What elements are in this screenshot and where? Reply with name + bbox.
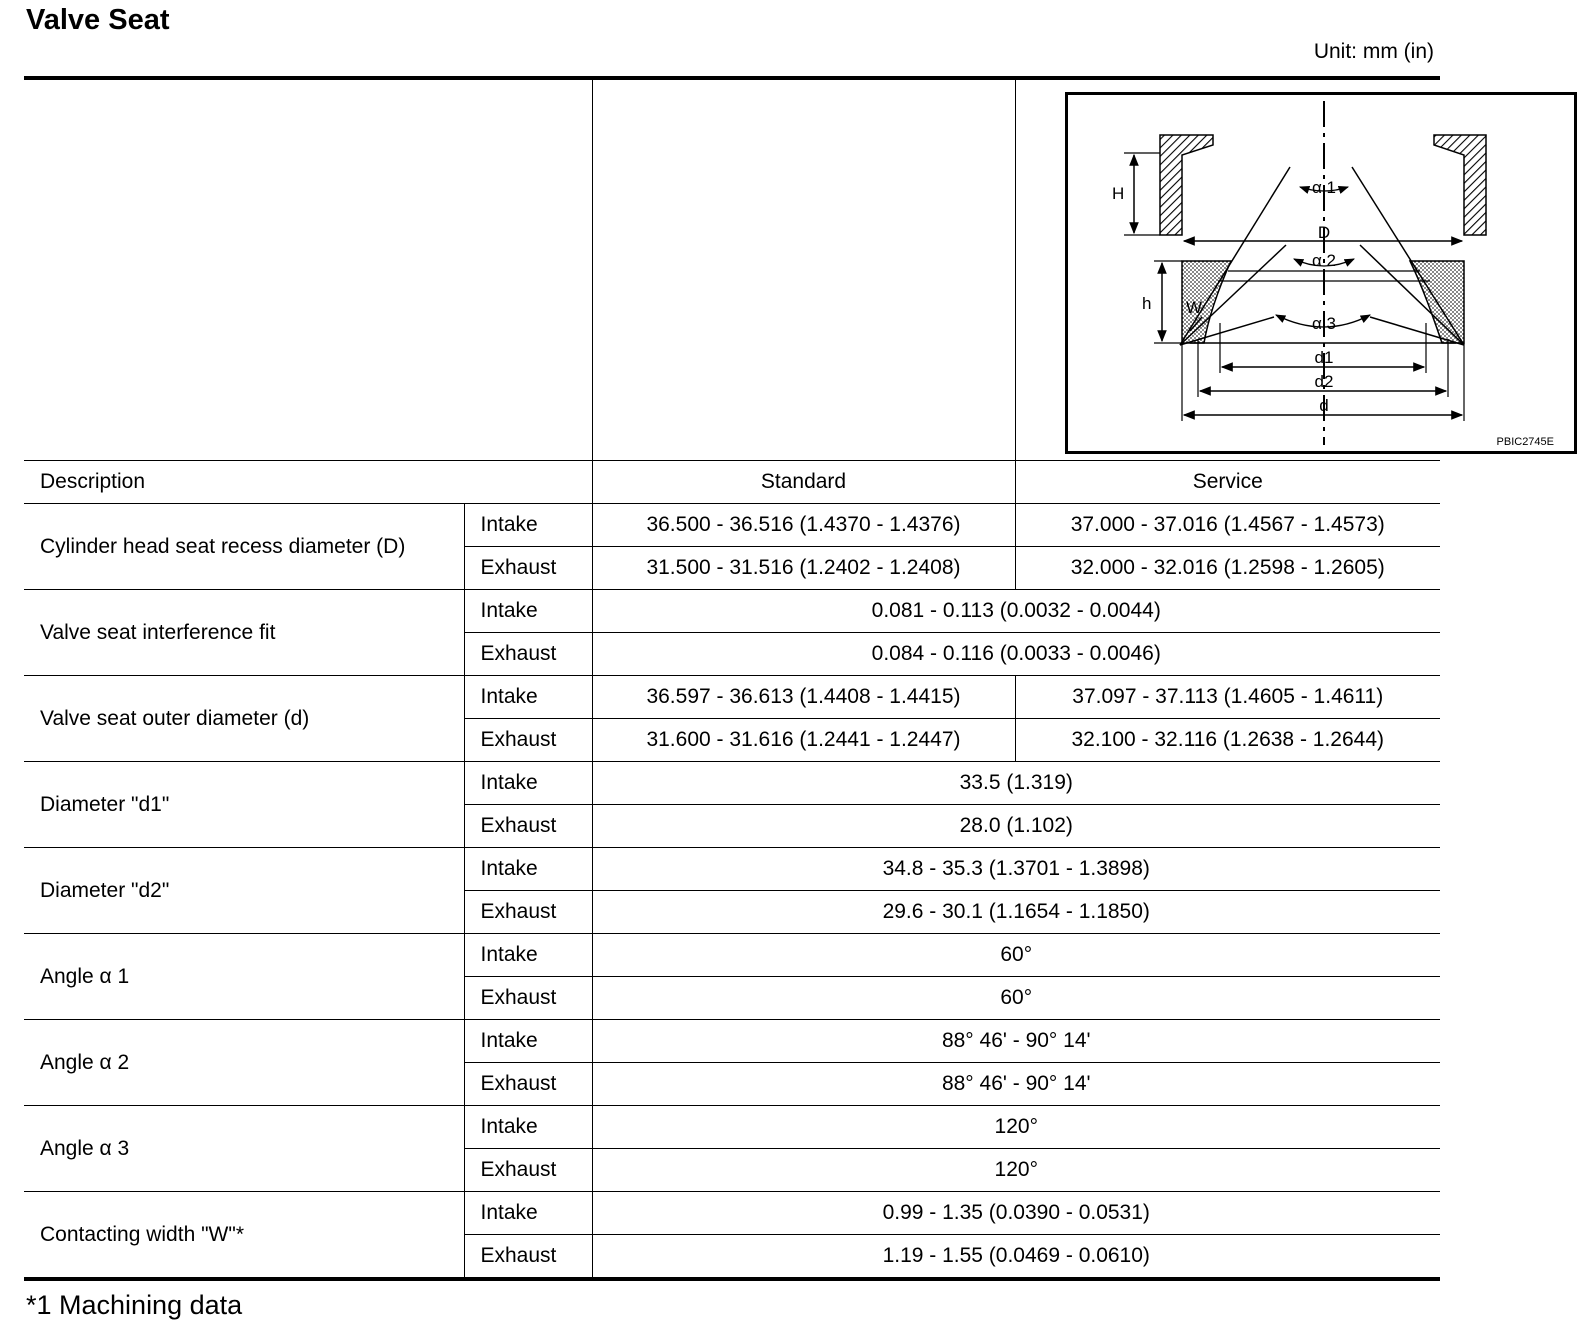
label-H: H bbox=[1111, 184, 1124, 203]
row-label: Angle α 3 bbox=[24, 1106, 464, 1192]
row-sub-label: Exhaust bbox=[464, 805, 592, 848]
row-label: Diameter "d2" bbox=[24, 848, 464, 934]
table-row bbox=[24, 1192, 1440, 1235]
valve-seat-spec-table bbox=[24, 76, 1554, 1281]
unit-label: Unit: mm (in) bbox=[1313, 40, 1434, 63]
service-value: 32.100 - 32.116 (1.2638 - 1.2644) bbox=[1015, 719, 1440, 762]
label-alpha3: α 3 bbox=[1311, 314, 1336, 333]
footnote: *1 Machining data bbox=[26, 1290, 243, 1320]
figure-row bbox=[24, 78, 1440, 461]
service-value: 37.097 - 37.113 (1.4605 - 1.4611) bbox=[1015, 676, 1440, 719]
label-d1: d1 bbox=[1314, 348, 1333, 367]
standard-value: 31.500 - 31.516 (1.2402 - 1.2408) bbox=[592, 547, 1015, 590]
figure-code: PBIC2745E bbox=[1496, 436, 1554, 448]
row-sub-label: Exhaust bbox=[464, 633, 592, 676]
merged-value: 60° bbox=[592, 934, 1440, 977]
row-label: Contacting width "W"* bbox=[24, 1192, 464, 1280]
row-sub-label: Exhaust bbox=[464, 547, 592, 590]
row-sub-label: Intake bbox=[464, 590, 592, 633]
table-row bbox=[24, 590, 1440, 633]
row-sub-label: Intake bbox=[464, 1106, 592, 1149]
standard-value: 36.597 - 36.613 (1.4408 - 1.4415) bbox=[592, 676, 1015, 719]
row-sub-label: Exhaust bbox=[464, 719, 592, 762]
page-title: Valve Seat bbox=[26, 4, 170, 36]
table-row bbox=[24, 1106, 1440, 1149]
standard-value: 31.600 - 31.616 (1.2441 - 1.2447) bbox=[592, 719, 1015, 762]
service-value: 32.000 - 32.016 (1.2598 - 1.2605) bbox=[1015, 547, 1440, 590]
label-d: d bbox=[1318, 396, 1329, 415]
label-alpha2: α 2 bbox=[1311, 251, 1336, 270]
header-standard: Standard bbox=[592, 461, 1015, 504]
header-description: Description bbox=[24, 461, 592, 504]
standard-value: 36.500 - 36.516 (1.4370 - 1.4376) bbox=[592, 504, 1015, 547]
row-sub-label: Exhaust bbox=[464, 977, 592, 1020]
header-row bbox=[24, 461, 1440, 504]
row-sub-label: Intake bbox=[464, 676, 592, 719]
row-sub-label: Exhaust bbox=[464, 1235, 592, 1280]
label-h: h bbox=[1141, 294, 1151, 313]
figure-cell bbox=[592, 78, 1554, 461]
row-sub-label: Intake bbox=[464, 934, 592, 977]
row-sub-label: Intake bbox=[464, 1020, 592, 1063]
row-sub-label: Exhaust bbox=[464, 891, 592, 934]
merged-value: 0.084 - 0.116 (0.0033 - 0.0046) bbox=[592, 633, 1440, 676]
row-sub-label: Intake bbox=[464, 504, 592, 547]
merged-value: 33.5 (1.319) bbox=[592, 762, 1440, 805]
service-value: 37.000 - 37.016 (1.4567 - 1.4573) bbox=[1015, 504, 1440, 547]
merged-value: 29.6 - 30.1 (1.1654 - 1.1850) bbox=[592, 891, 1440, 934]
merged-value: 28.0 (1.102) bbox=[592, 805, 1440, 848]
row-label: Valve seat interference fit bbox=[24, 590, 464, 676]
row-sub-label: Intake bbox=[464, 848, 592, 891]
head-wall-right bbox=[1434, 135, 1486, 235]
figure-left-blank bbox=[24, 78, 592, 461]
label-D: D bbox=[1317, 223, 1330, 242]
table-row bbox=[24, 934, 1440, 977]
label-alpha1: α 1 bbox=[1311, 178, 1336, 197]
table-row bbox=[24, 504, 1440, 547]
merged-value: 88° 46' - 90° 14' bbox=[592, 1063, 1440, 1106]
table-row bbox=[24, 1020, 1440, 1063]
row-label: Diameter "d1" bbox=[24, 762, 464, 848]
row-sub-label: Intake bbox=[464, 762, 592, 805]
row-label: Valve seat outer diameter (d) bbox=[24, 676, 464, 762]
row-label: Cylinder head seat recess diameter (D) bbox=[24, 504, 464, 590]
table-row bbox=[24, 676, 1440, 719]
row-sub-label: Exhaust bbox=[464, 1063, 592, 1106]
row-sub-label: Exhaust bbox=[464, 1149, 592, 1192]
label-d2: d2 bbox=[1314, 372, 1333, 391]
valve-seat-diagram bbox=[1065, 92, 1577, 454]
row-label: Angle α 2 bbox=[24, 1020, 464, 1106]
merged-value: 88° 46' - 90° 14' bbox=[592, 1020, 1440, 1063]
merged-value: 120° bbox=[592, 1106, 1440, 1149]
merged-value: 120° bbox=[592, 1149, 1440, 1192]
merged-value: 0.081 - 0.113 (0.0032 - 0.0044) bbox=[592, 590, 1440, 633]
table-row bbox=[24, 762, 1440, 805]
merged-value: 1.19 - 1.55 (0.0469 - 0.0610) bbox=[592, 1235, 1440, 1280]
merged-value: 60° bbox=[592, 977, 1440, 1020]
head-wall-left bbox=[1160, 135, 1213, 235]
row-sub-label: Intake bbox=[464, 1192, 592, 1235]
table-row bbox=[24, 848, 1440, 891]
header-service: Service bbox=[1015, 461, 1440, 504]
label-W: W bbox=[1185, 298, 1202, 317]
merged-value: 34.8 - 35.3 (1.3701 - 1.3898) bbox=[592, 848, 1440, 891]
row-label: Angle α 1 bbox=[24, 934, 464, 1020]
valve-seat-drawing bbox=[1068, 95, 1574, 451]
merged-value: 0.99 - 1.35 (0.0390 - 0.0531) bbox=[592, 1192, 1440, 1235]
